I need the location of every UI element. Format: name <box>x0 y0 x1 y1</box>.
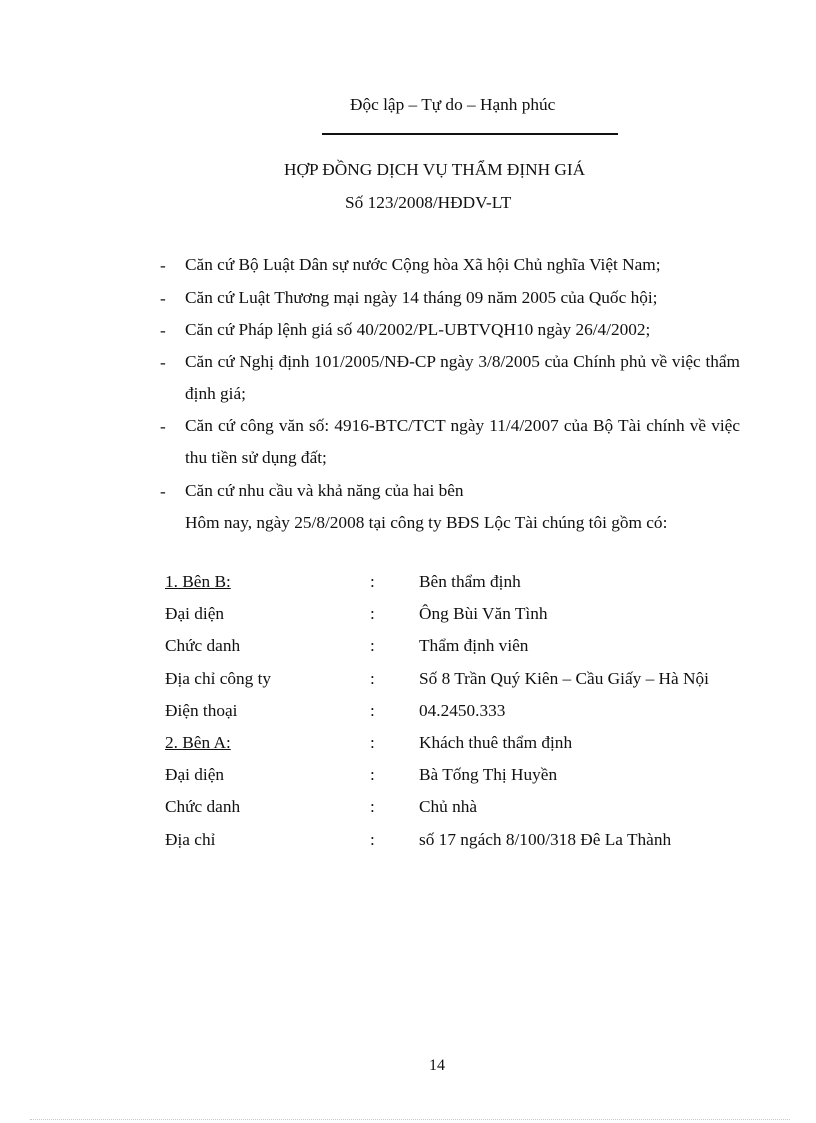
party-value: Khách thuê thẩm định <box>419 733 573 752</box>
party-label: Đại diện <box>165 604 225 623</box>
party-row <box>165 765 765 795</box>
bullet-dash: - <box>160 256 166 275</box>
party-a-heading: 2. Bên A: <box>165 733 231 752</box>
party-value: số 17 ngách 8/100/318 Đê La Thành <box>419 830 672 849</box>
party-row <box>165 830 765 860</box>
party-label: Chức danh <box>165 636 241 655</box>
legal-basis-text: Căn cứ Nghị định 101/2005/NĐ-CP ngày 3/8/2005 của Chính phủ về việc thẩm định giá; <box>185 352 740 403</box>
party-value: 04.2450.333 <box>419 701 506 720</box>
party-value: Thẩm định viên <box>419 636 529 655</box>
party-row <box>165 604 765 634</box>
party-value: Số 8 Trần Quý Kiên – Cầu Giấy – Hà Nội <box>419 669 709 688</box>
bullet-dash: - <box>160 289 166 308</box>
legal-basis-text: Căn cứ Bộ Luật Dân sự nước Cộng hòa Xã hội Chủ nghĩa Việt Nam; <box>185 255 661 274</box>
legal-basis-text: Căn cứ công văn số: 4916-BTC/TCT ngày 11/4/2007 của Bộ Tài chính về việc thu tiền sử dụng đất; <box>185 416 740 467</box>
separator-colon: : <box>370 636 375 655</box>
page-number: 14 <box>429 1057 445 1074</box>
party-b-heading: 1. Bên B: <box>165 572 231 591</box>
meeting-intro: Hôm nay, ngày 25/8/2008 tại công ty BĐS Lộc Tài chúng tôi gồm có: <box>185 513 668 532</box>
party-label: Địa chỉ <box>165 830 216 849</box>
party-row <box>165 636 765 666</box>
contract-title: HỢP ĐỒNG DỊCH VỤ THẨM ĐỊNH GIÁ <box>284 160 586 179</box>
party-label: Đại diện <box>165 765 225 784</box>
separator-colon: : <box>370 830 375 849</box>
separator-colon: : <box>370 669 375 688</box>
bullet-dash: - <box>160 417 166 436</box>
party-row <box>165 797 765 827</box>
party-value: Bên thẩm định <box>419 572 521 591</box>
separator-colon: : <box>370 765 375 784</box>
party-value: Bà Tống Thị Huyền <box>419 765 558 784</box>
contract-number: Số 123/2008/HĐDV-LT <box>345 193 512 212</box>
separator-colon: : <box>370 733 375 752</box>
party-value: Ông Bùi Văn Tình <box>419 604 548 623</box>
party-row <box>165 701 765 731</box>
legal-basis-text: Căn cứ Pháp lệnh giá số 40/2002/PL-UBTVQH10 ngày 26/4/2002; <box>185 320 651 339</box>
motto-underline <box>322 133 618 135</box>
page-bottom-border <box>30 1119 790 1120</box>
party-row <box>165 733 765 763</box>
party-row <box>165 572 765 602</box>
separator-colon: : <box>370 797 375 816</box>
legal-basis-text: Căn cứ Luật Thương mại ngày 14 tháng 09 năm 2005 của Quốc hội; <box>185 288 658 307</box>
separator-colon: : <box>370 701 375 720</box>
party-label: Địa chỉ công ty <box>165 669 272 688</box>
separator-colon: : <box>370 572 375 591</box>
party-label: Điện thoại <box>165 701 238 720</box>
bullet-dash: - <box>160 321 166 340</box>
bullet-dash: - <box>160 353 166 372</box>
party-label: Chức danh <box>165 797 241 816</box>
separator-colon: : <box>370 604 375 623</box>
party-value: Chủ nhà <box>419 797 478 816</box>
bullet-dash: - <box>160 482 166 501</box>
party-row <box>165 669 765 699</box>
legal-basis-text: Căn cứ nhu cầu và khả năng của hai bên <box>185 481 464 500</box>
national-motto: Độc lập – Tự do – Hạnh phúc <box>350 95 556 114</box>
